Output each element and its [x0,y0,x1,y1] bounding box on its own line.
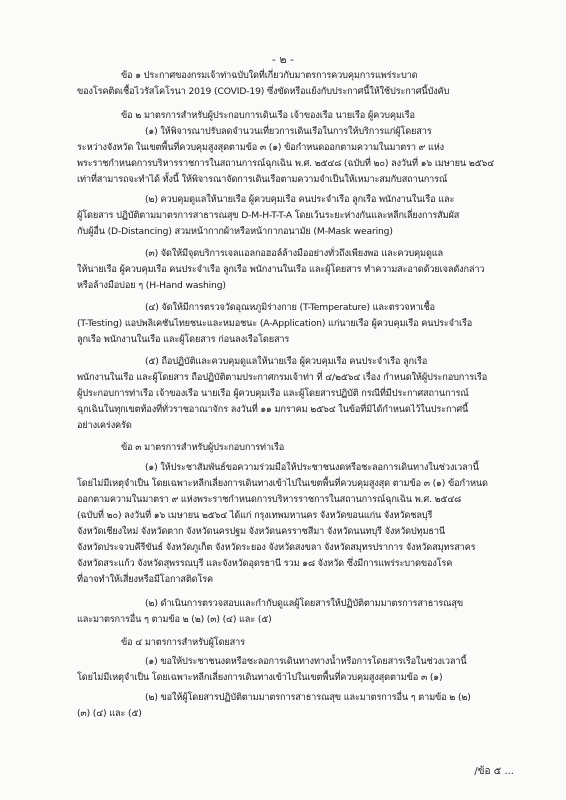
doc-line: (๓) (๔) และ (๕) [77,708,142,719]
doc-line: ที่อาจทำให้เสี่ยงหรือมีโอกาสติดโรค [77,574,214,585]
doc-line: ลูกเรือ พนักงานในเรือ และผู้โดยสาร ก่อนลงเรือโดยสาร [77,334,290,345]
doc-line: (T-Testing) แอปพลิเคชันไทยชนะและหมอชนะ (A-Application) แก่นายเรือ ผู้ควบคุมเรือ คนประจำเรือ [77,318,473,329]
doc-line: ข้อ ๒ มาตรการสำหรับผู้ประกอบการเดินเรือ เจ้าของเรือ นายเรือ ผู้ควบคุมเรือ [121,110,415,121]
doc-line: กับผู้อื่น (D-Distancing) สวมหน้ากากผ้าหรือหน้ากากอนามัย (M-Mask wearing) [77,226,393,237]
doc-line: ผู้โดยสาร ปฏิบัติตามมาตรการสาธารณสุข D-M-H-T-T-A โดยเว้นระยะห่างกันและหลีกเลี่ยงการสัมผัส [77,210,460,221]
doc-line: และมาตรการอื่น ๆ ตามข้อ ๒ (๒) (๓) (๔) และ (๕) [77,614,272,625]
doc-line: พนักงานในเรือ และผู้โดยสาร ถือปฏิบัติตามประกาศกรมเจ้าท่า ที่ ๔/๒๕๖๔ เรื่อง กำหนดให้ผู้ประกอบการเรือ [77,372,488,383]
doc-line: ออกตามความในมาตรา ๙ แห่งพระราชกำหนดการบริหารราชการในสถานการณ์ฉุกเฉิน พ.ศ. ๒๕๔๘ [77,494,462,505]
doc-line: (๕) ถือปฏิบัติและควบคุมดูแลให้นายเรือ ผู้ควบคุมเรือ คนประจำเรือ ลูกเรือ [145,356,428,367]
doc-line: โดยไม่มีเหตุจำเป็น โดยเฉพาะหลีกเลี่ยงการเดินทางเข้าไปในเขตพื้นที่ควบคุมสูงสุดตามข้อ ๓ (๑) [77,672,443,683]
doc-line: พระราชกำหนดการบริหารราชการในสถานการณ์ฉุกเฉิน พ.ศ. ๒๕๔๘ (ฉบับที่ ๒๐) ลงวันที่ ๑๖ เมษายน ๒๕๖๔ [77,158,494,169]
doc-line: (๑) ให้ประชาสัมพันธ์ขอความร่วมมือให้ประชาชนงดหรือชะลอการเดินทางในช่วงเวลานี้ [145,462,479,473]
doc-line: (๑) ขอให้ประชาชนงดหรือชะลอการเดินทางทางน้ำหรือการโดยสารเรือในช่วงเวลานี้ [145,656,467,667]
doc-line: โดยไม่มีเหตุจำเป็น โดยเฉพาะหลีกเลี่ยงการเดินทางเข้าไปในเขตพื้นที่ควบคุมสูงสุด ตามข้อ ๓ (๑) ข้อกำหนด [77,478,488,489]
doc-line: หรือล้างมือบ่อย ๆ (H-Hand washing) [77,280,226,291]
doc-line: ให้นายเรือ ผู้ควบคุมเรือ คนประจำเรือ ลูกเรือ พนักงานในเรือ และผู้โดยสาร ทำความสะอาดด้วยเจลดังกล่าว [77,264,485,275]
doc-line: ระหว่างจังหวัด ในเขตพื้นที่ควบคุมสูงสุดตามข้อ ๓ (๑) ข้อกำหนดออกตามความในมาตรา ๙ แห่ง [77,142,444,153]
doc-line: ข้อ ๓ มาตรการสำหรับผู้ประกอบการท่าเรือ [121,442,285,453]
doc-line: (ฉบับที่ ๒๐) ลงวันที่ ๑๖ เมษายน ๒๕๖๔ ได้แก่ กรุงเทพมหานคร จังหวัดขอนแก่น จังหวัดชลบุรี [77,510,433,521]
doc-line: จังหวัดสระแก้ว จังหวัดสุพรรณบุรี และจังหวัดอุดรธานี รวม ๑๘ จังหวัด ซึ่งมีการแพร่ระบาดของโรค [77,558,453,569]
doc-line: (๔) จัดให้มีการตรวจวัดอุณหภูมิร่างกาย (T-Temperature) และตรวจหาเชื้อ [145,302,435,313]
doc-line: จังหวัดเชียงใหม่ จังหวัดตาก จังหวัดนครปฐม จังหวัดนครราชสีมา จังหวัดนนทบุรี จังหวัดปทุมธานี [77,526,445,537]
doc-line: ข้อ ๑ ประกาศของกรมเจ้าท่าฉบับใดที่เกี่ยวกับมาตรการควบคุมการแพร่ระบาด [121,70,418,81]
doc-line: เท่าที่สามารถจะทำได้ ทั้งนี้ ให้พิจารณาจัดการเดินเรือตามความจำเป็นให้เหมาะสมกับสถานการณ์ [77,174,448,185]
continuation-footer: /ข้อ ๕ ... [474,766,514,777]
doc-line: (๒) ควบคุมดูแลให้นายเรือ ผู้ควบคุมเรือ คนประจำเรือ ลูกเรือ พนักงานในเรือ และ [145,194,455,205]
doc-line: (๒) ขอให้ผู้โดยสารปฏิบัติตามมาตรการสาธารณสุข และมาตรการอื่น ๆ ตามข้อ ๒ (๒) [145,692,471,703]
page-number: - ๒ - [271,53,295,66]
doc-line: ข้อ ๔ มาตรการสำหรับผู้โดยสาร [121,637,245,648]
doc-line: (๑) ให้พิจารณาปรับลดจำนวนเที่ยวการเดินเรือในการให้บริการแก่ผู้โดยสาร [145,126,432,137]
doc-line: ของโรคติดเชื้อไวรัสโคโรนา 2019 (COVID-19) ซึ่งขัดหรือแย้งกับประกาศนี้ให้ใช้ประกาศนี้บังคับ [77,86,450,97]
doc-line: อย่างเคร่งครัด [77,420,132,431]
doc-line: ผู้ประกอบการท่าเรือ เจ้าของเรือ นายเรือ ผู้ควบคุมเรือ และผู้โดยสารปฏิบัติ กรณีที่มีประกาศสถานการณ์ [77,388,469,399]
doc-line: (๒) ดำเนินการตรวจสอบและกำกับดูแลผู้โดยสารให้ปฏิบัติตามมาตรการสาธารณสุข [145,598,463,609]
doc-line: จังหวัดประจวบคีรีขันธ์ จังหวัดภูเก็ต จังหวัดระยอง จังหวัดสงขลา จังหวัดสมุทรปราการ จังหวัดสมุทรสาคร [77,542,476,553]
doc-line: ฉุกเฉินในทุกเขตท้องที่ทั่วราชอาณาจักร ลงวันที่ ๑๑ มกราคม ๒๕๖๔ ในข้อที่มิได้กำหนดไว้ในประกาศนี้ [77,404,469,415]
doc-line: (๓) จัดให้มีจุดบริการเจลแอลกอฮอล์ล้างมืออย่างทั่วถึงเพียงพอ และควบคุมดูแล [145,248,444,259]
